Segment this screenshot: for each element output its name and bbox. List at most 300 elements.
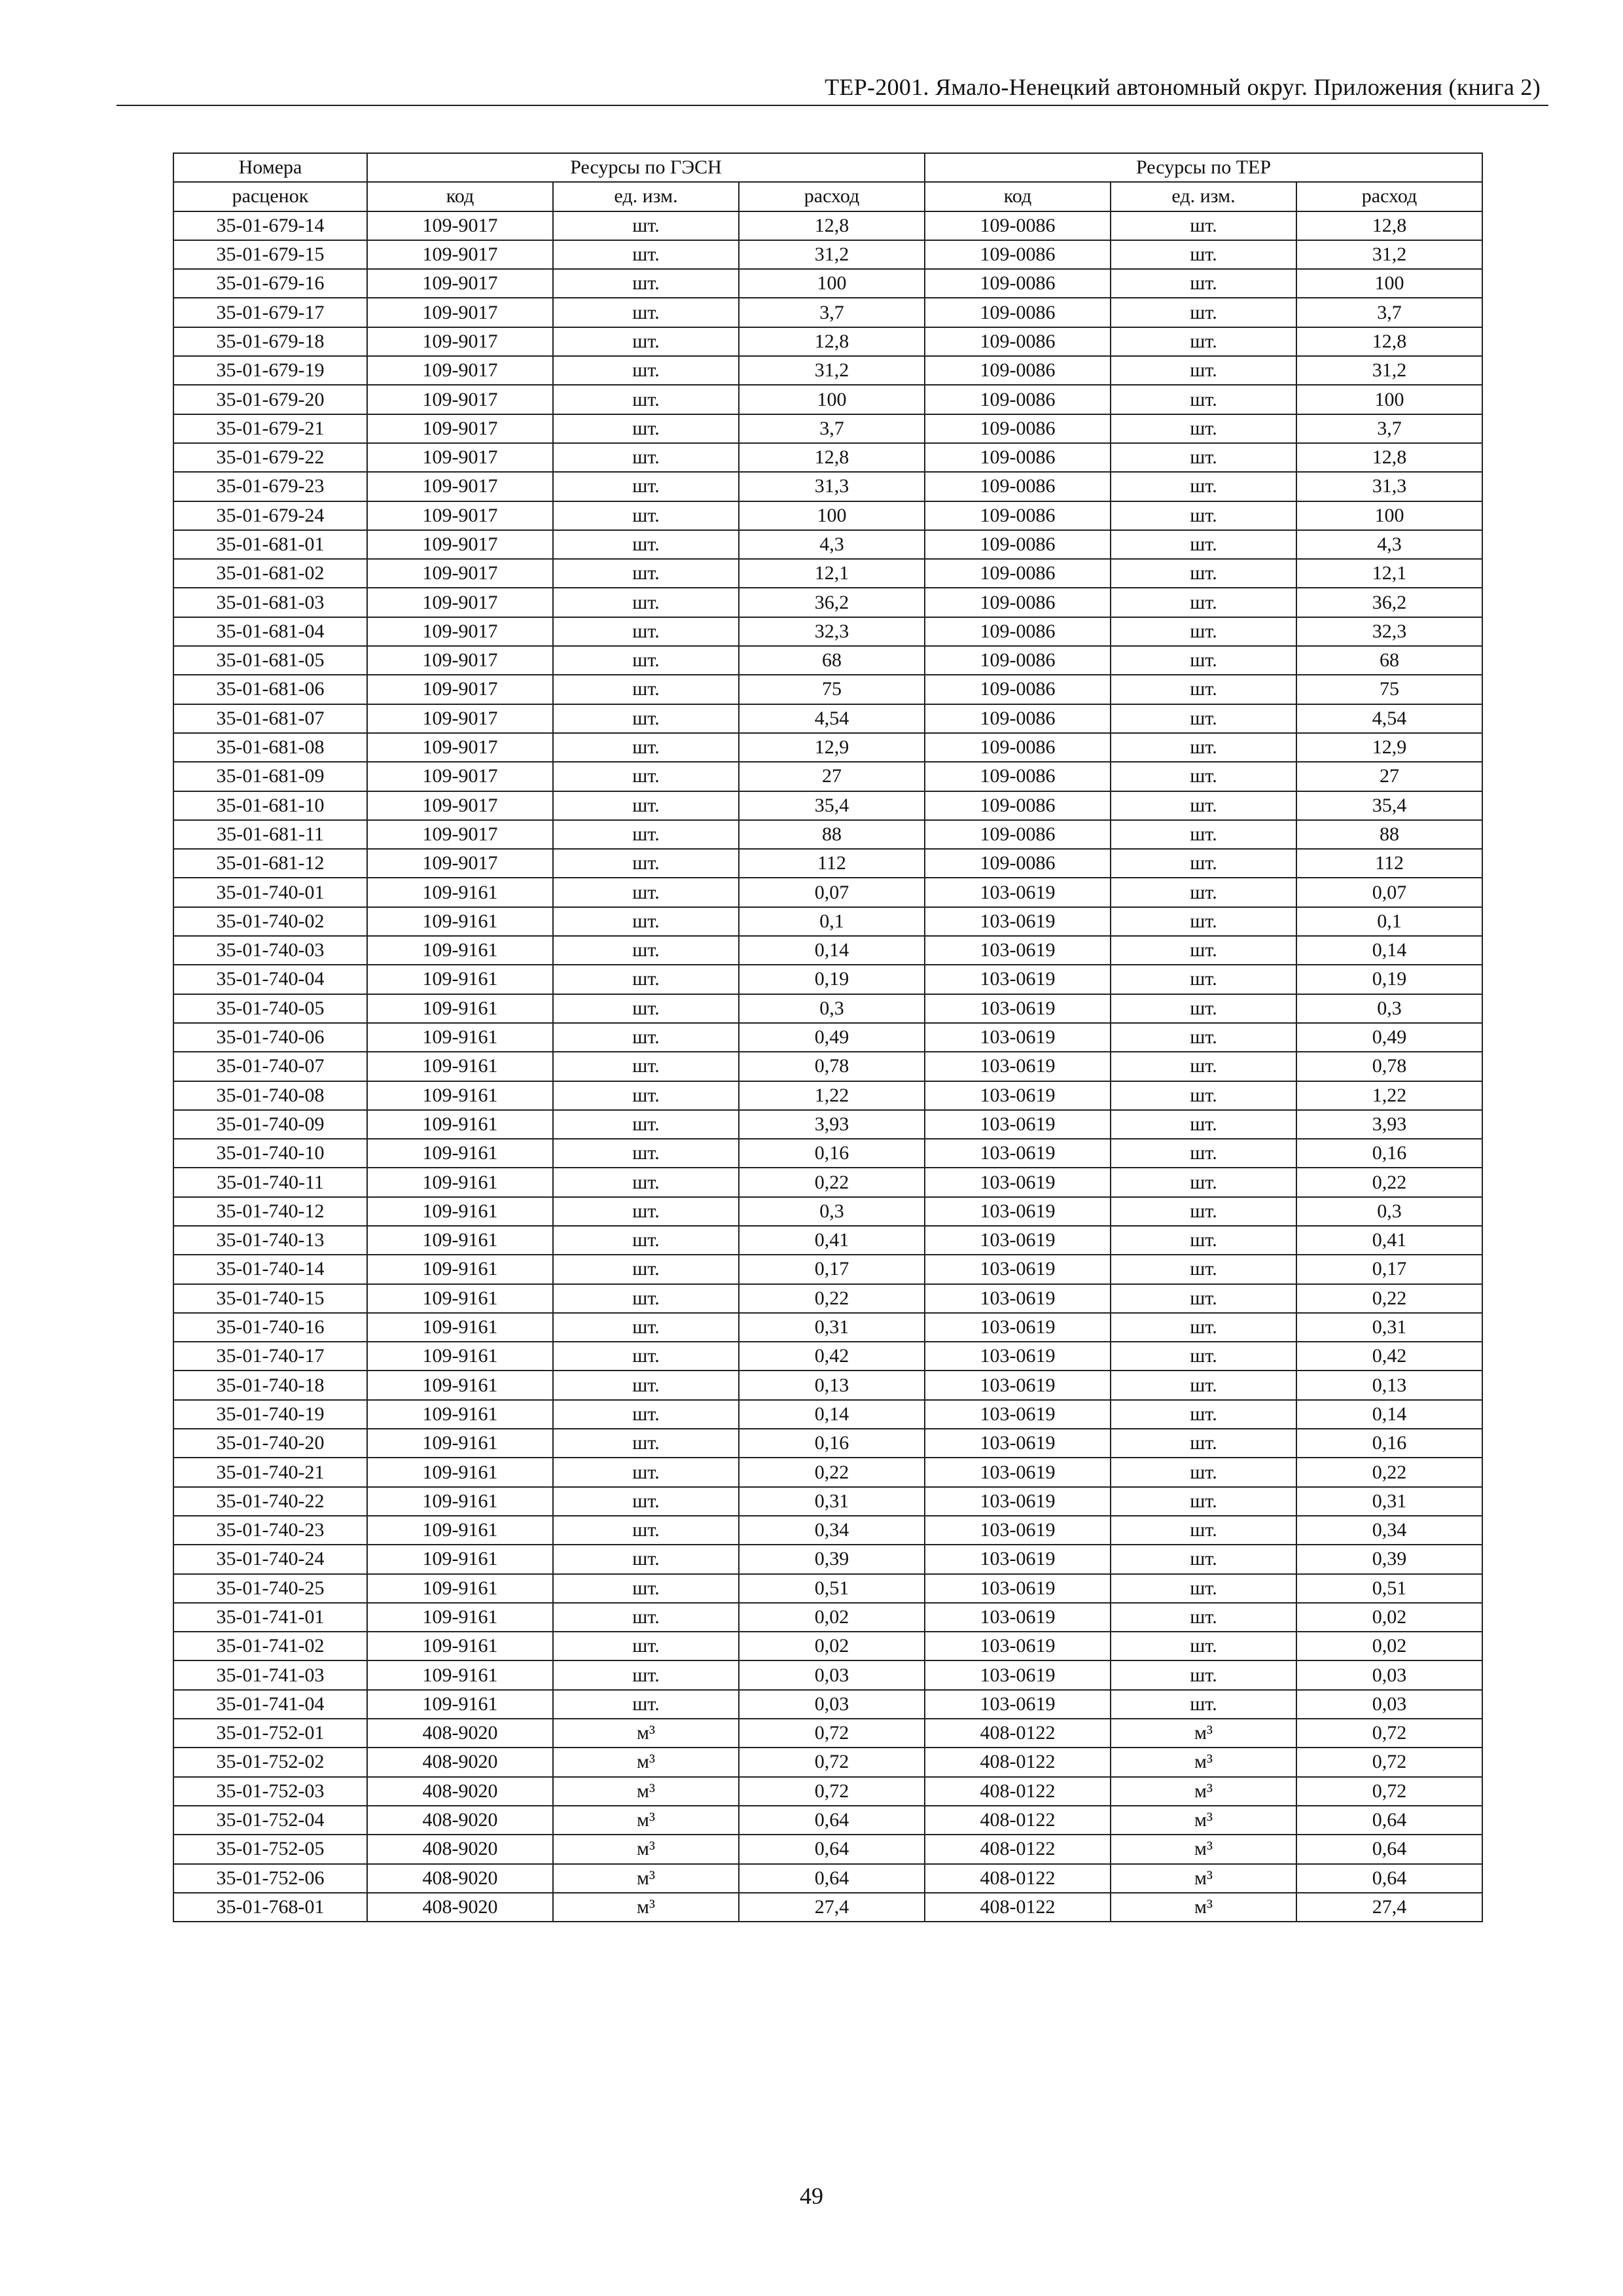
rate-number-cell: 35-01-681-11 <box>173 820 367 849</box>
table-row <box>173 907 1482 936</box>
gesn-code-cell: 109-9161 <box>367 965 553 994</box>
gesn-code-cell: 109-9017 <box>367 849 553 878</box>
ter-unit-cell: шт. <box>1111 327 1296 356</box>
gesn-code-cell: 109-9017 <box>367 791 553 820</box>
table-row <box>173 414 1482 443</box>
rate-number-cell: 35-01-740-07 <box>173 1052 367 1081</box>
rate-number-cell: 35-01-740-04 <box>173 965 367 994</box>
ter-amount-cell: 0,64 <box>1296 1864 1482 1893</box>
ter-unit-cell: шт. <box>1111 791 1296 820</box>
ter-code-cell: 103-0619 <box>925 1284 1111 1313</box>
gesn-code-cell: 109-9161 <box>367 1197 553 1226</box>
ter-amount-cell: 0,13 <box>1296 1371 1482 1399</box>
ter-amount-cell: 100 <box>1296 269 1482 298</box>
header-gesn-code: код <box>367 182 553 211</box>
rate-number-cell: 35-01-681-06 <box>173 675 367 704</box>
gesn-unit-cell: шт. <box>553 1110 739 1139</box>
gesn-code-cell: 109-9017 <box>367 733 553 762</box>
rate-number-cell: 35-01-741-01 <box>173 1603 367 1632</box>
ter-amount-cell: 0,02 <box>1296 1603 1482 1632</box>
ter-code-cell: 103-0619 <box>925 936 1111 965</box>
rate-number-cell: 35-01-740-22 <box>173 1487 367 1516</box>
table-row <box>173 1371 1482 1399</box>
gesn-unit-cell: шт. <box>553 704 739 733</box>
rate-number-cell: 35-01-679-23 <box>173 472 367 501</box>
ter-code-cell: 408-0122 <box>925 1835 1111 1863</box>
ter-code-cell: 109-0086 <box>925 327 1111 356</box>
ter-unit-cell: м³ <box>1111 1864 1296 1893</box>
ter-amount-cell: 0,03 <box>1296 1660 1482 1689</box>
gesn-amount-cell: 0,16 <box>739 1139 925 1168</box>
gesn-unit-cell: шт. <box>553 907 739 936</box>
table-row <box>173 1806 1482 1835</box>
gesn-amount-cell: 0,64 <box>739 1806 925 1835</box>
table-row <box>173 1110 1482 1139</box>
gesn-amount-cell: 0,64 <box>739 1835 925 1863</box>
gesn-code-cell: 109-9017 <box>367 820 553 849</box>
table-row <box>173 1052 1482 1081</box>
gesn-amount-cell: 0,64 <box>739 1864 925 1893</box>
ter-unit-cell: шт. <box>1111 1458 1296 1486</box>
ter-code-cell: 109-0086 <box>925 588 1111 617</box>
ter-code-cell: 103-0619 <box>925 1632 1111 1660</box>
gesn-unit-cell: шт. <box>553 936 739 965</box>
ter-amount-cell: 3,93 <box>1296 1110 1482 1139</box>
rate-number-cell: 35-01-740-03 <box>173 936 367 965</box>
gesn-code-cell: 109-9017 <box>367 762 553 791</box>
gesn-amount-cell: 3,7 <box>739 298 925 327</box>
ter-amount-cell: 100 <box>1296 385 1482 414</box>
ter-amount-cell: 112 <box>1296 849 1482 878</box>
gesn-unit-cell: м³ <box>553 1777 739 1806</box>
rate-number-cell: 35-01-679-19 <box>173 356 367 385</box>
gesn-code-cell: 109-9017 <box>367 588 553 617</box>
rate-number-cell: 35-01-752-04 <box>173 1806 367 1835</box>
gesn-unit-cell: шт. <box>553 1545 739 1573</box>
gesn-code-cell: 109-9161 <box>367 1110 553 1139</box>
ter-amount-cell: 27,4 <box>1296 1893 1482 1922</box>
ter-unit-cell: шт. <box>1111 211 1296 240</box>
ter-amount-cell: 12,1 <box>1296 559 1482 588</box>
ter-code-cell: 408-0122 <box>925 1806 1111 1835</box>
gesn-code-cell: 109-9017 <box>367 327 553 356</box>
ter-unit-cell: шт. <box>1111 733 1296 762</box>
gesn-code-cell: 109-9161 <box>367 1255 553 1283</box>
rate-number-cell: 35-01-679-21 <box>173 414 367 443</box>
table-row <box>173 1168 1482 1196</box>
ter-unit-cell: шт. <box>1111 1197 1296 1226</box>
ter-code-cell: 103-0619 <box>925 1458 1111 1486</box>
ter-code-cell: 408-0122 <box>925 1893 1111 1922</box>
ter-unit-cell: шт. <box>1111 1052 1296 1081</box>
ter-code-cell: 109-0086 <box>925 762 1111 791</box>
gesn-code-cell: 109-9161 <box>367 1284 553 1313</box>
gesn-amount-cell: 0,51 <box>739 1574 925 1603</box>
rate-number-cell: 35-01-741-04 <box>173 1690 367 1719</box>
gesn-amount-cell: 0,02 <box>739 1603 925 1632</box>
gesn-amount-cell: 0,03 <box>739 1690 925 1719</box>
page-number: 49 <box>800 2183 823 2209</box>
ter-unit-cell: шт. <box>1111 849 1296 878</box>
ter-code-cell: 109-0086 <box>925 820 1111 849</box>
ter-code-cell: 109-0086 <box>925 849 1111 878</box>
ter-code-cell: 103-0619 <box>925 1371 1111 1399</box>
gesn-amount-cell: 75 <box>739 675 925 704</box>
table-row <box>173 385 1482 414</box>
rate-number-cell: 35-01-740-01 <box>173 878 367 906</box>
table-row <box>173 1284 1482 1313</box>
ter-code-cell: 109-0086 <box>925 675 1111 704</box>
gesn-code-cell: 109-9161 <box>367 994 553 1023</box>
gesn-code-cell: 109-9161 <box>367 1139 553 1168</box>
gesn-amount-cell: 32,3 <box>739 617 925 646</box>
gesn-code-cell: 109-9017 <box>367 240 553 269</box>
ter-amount-cell: 0,03 <box>1296 1690 1482 1719</box>
ter-code-cell: 103-0619 <box>925 907 1111 936</box>
rate-number-cell: 35-01-741-02 <box>173 1632 367 1660</box>
ter-code-cell: 109-0086 <box>925 733 1111 762</box>
gesn-amount-cell: 27,4 <box>739 1893 925 1922</box>
gesn-code-cell: 109-9017 <box>367 472 553 501</box>
gesn-code-cell: 109-9161 <box>367 1487 553 1516</box>
gesn-unit-cell: м³ <box>553 1748 739 1776</box>
rate-number-cell: 35-01-681-05 <box>173 646 367 675</box>
table-row <box>173 791 1482 820</box>
ter-code-cell: 109-0086 <box>925 443 1111 472</box>
ter-amount-cell: 0,34 <box>1296 1516 1482 1545</box>
ter-amount-cell: 3,7 <box>1296 414 1482 443</box>
gesn-unit-cell: шт. <box>553 1197 739 1226</box>
table-row <box>173 1081 1482 1110</box>
ter-code-cell: 109-0086 <box>925 356 1111 385</box>
ter-unit-cell: шт. <box>1111 1660 1296 1689</box>
ter-amount-cell: 0,31 <box>1296 1313 1482 1342</box>
ter-unit-cell: шт. <box>1111 1371 1296 1399</box>
gesn-amount-cell: 0,42 <box>739 1342 925 1371</box>
ter-code-cell: 103-0619 <box>925 1660 1111 1689</box>
rate-number-cell: 35-01-740-21 <box>173 1458 367 1486</box>
rate-number-cell: 35-01-681-09 <box>173 762 367 791</box>
ter-unit-cell: шт. <box>1111 1632 1296 1660</box>
ter-code-cell: 103-0619 <box>925 1226 1111 1255</box>
rate-number-cell: 35-01-740-15 <box>173 1284 367 1313</box>
ter-amount-cell: 0,42 <box>1296 1342 1482 1371</box>
ter-unit-cell: шт. <box>1111 936 1296 965</box>
gesn-amount-cell: 4,3 <box>739 530 925 559</box>
header-group-gesn: Ресурсы по ГЭСН <box>367 153 925 182</box>
rate-number-cell: 35-01-679-17 <box>173 298 367 327</box>
table-row <box>173 1545 1482 1573</box>
ter-code-cell: 109-0086 <box>925 269 1111 298</box>
ter-amount-cell: 0,41 <box>1296 1226 1482 1255</box>
ter-code-cell: 109-0086 <box>925 385 1111 414</box>
rate-number-cell: 35-01-740-23 <box>173 1516 367 1545</box>
gesn-code-cell: 109-9161 <box>367 878 553 906</box>
gesn-unit-cell: шт. <box>553 1429 739 1458</box>
gesn-amount-cell: 1,22 <box>739 1081 925 1110</box>
ter-amount-cell: 0,22 <box>1296 1168 1482 1196</box>
ter-amount-cell: 0,78 <box>1296 1052 1482 1081</box>
gesn-unit-cell: шт. <box>553 501 739 530</box>
gesn-code-cell: 109-9017 <box>367 385 553 414</box>
rate-number-cell: 35-01-681-02 <box>173 559 367 588</box>
table-row <box>173 472 1482 501</box>
rate-number-cell: 35-01-679-18 <box>173 327 367 356</box>
ter-unit-cell: шт. <box>1111 1168 1296 1196</box>
rate-number-cell: 35-01-752-03 <box>173 1777 367 1806</box>
rate-number-cell: 35-01-740-24 <box>173 1545 367 1573</box>
ter-code-cell: 109-0086 <box>925 704 1111 733</box>
gesn-unit-cell: шт. <box>553 443 739 472</box>
gesn-code-cell: 109-9161 <box>367 1168 553 1196</box>
ter-code-cell: 103-0619 <box>925 1197 1111 1226</box>
gesn-code-cell: 109-9161 <box>367 1632 553 1660</box>
gesn-unit-cell: шт. <box>553 617 739 646</box>
table-row <box>173 1458 1482 1486</box>
gesn-unit-cell: шт. <box>553 1574 739 1603</box>
gesn-unit-cell: шт. <box>553 356 739 385</box>
ter-code-cell: 103-0619 <box>925 1168 1111 1196</box>
ter-unit-cell: шт. <box>1111 1545 1296 1573</box>
ter-unit-cell: шт. <box>1111 1110 1296 1139</box>
ter-unit-cell: шт. <box>1111 820 1296 849</box>
table-row <box>173 994 1482 1023</box>
ter-amount-cell: 0,22 <box>1296 1284 1482 1313</box>
gesn-unit-cell: шт. <box>553 1487 739 1516</box>
table-row <box>173 1139 1482 1168</box>
ter-code-cell: 109-0086 <box>925 414 1111 443</box>
ter-amount-cell: 0,72 <box>1296 1748 1482 1776</box>
gesn-unit-cell: шт. <box>553 1139 739 1168</box>
table-row <box>173 1893 1482 1922</box>
ter-unit-cell: шт. <box>1111 472 1296 501</box>
ter-code-cell: 103-0619 <box>925 1400 1111 1429</box>
gesn-amount-cell: 100 <box>739 501 925 530</box>
gesn-amount-cell: 0,31 <box>739 1487 925 1516</box>
ter-unit-cell: шт. <box>1111 1690 1296 1719</box>
gesn-amount-cell: 27 <box>739 762 925 791</box>
gesn-unit-cell: шт. <box>553 472 739 501</box>
rate-number-cell: 35-01-681-07 <box>173 704 367 733</box>
ter-amount-cell: 0,49 <box>1296 1023 1482 1052</box>
table-row <box>173 1719 1482 1748</box>
table-body <box>173 211 1482 1922</box>
gesn-code-cell: 109-9161 <box>367 936 553 965</box>
gesn-code-cell: 408-9020 <box>367 1893 553 1922</box>
table-row <box>173 501 1482 530</box>
table-row <box>173 878 1482 906</box>
gesn-unit-cell: шт. <box>553 240 739 269</box>
ter-amount-cell: 100 <box>1296 501 1482 530</box>
ter-unit-cell: шт. <box>1111 1603 1296 1632</box>
gesn-unit-cell: шт. <box>553 1371 739 1399</box>
header-ter-unit: ед. изм. <box>1111 182 1296 211</box>
ter-amount-cell: 0,3 <box>1296 1197 1482 1226</box>
ter-amount-cell: 68 <box>1296 646 1482 675</box>
gesn-code-cell: 109-9017 <box>367 414 553 443</box>
gesn-unit-cell: м³ <box>553 1893 739 1922</box>
ter-unit-cell: шт. <box>1111 559 1296 588</box>
ter-code-cell: 103-0619 <box>925 1487 1111 1516</box>
gesn-amount-cell: 31,2 <box>739 240 925 269</box>
rate-number-cell: 35-01-681-04 <box>173 617 367 646</box>
gesn-code-cell: 109-9161 <box>367 1400 553 1429</box>
ter-amount-cell: 4,54 <box>1296 704 1482 733</box>
gesn-unit-cell: шт. <box>553 1313 739 1342</box>
gesn-amount-cell: 12,1 <box>739 559 925 588</box>
ter-code-cell: 103-0619 <box>925 1255 1111 1283</box>
ter-unit-cell: шт. <box>1111 1284 1296 1313</box>
table-row <box>173 1777 1482 1806</box>
ter-code-cell: 408-0122 <box>925 1748 1111 1776</box>
gesn-code-cell: 109-9161 <box>367 1660 553 1689</box>
table-row <box>173 298 1482 327</box>
gesn-unit-cell: шт. <box>553 1660 739 1689</box>
ter-unit-cell: шт. <box>1111 1226 1296 1255</box>
table-row <box>173 1226 1482 1255</box>
table-row <box>173 1023 1482 1052</box>
ter-amount-cell: 0,39 <box>1296 1545 1482 1573</box>
gesn-amount-cell: 0,13 <box>739 1371 925 1399</box>
gesn-amount-cell: 12,8 <box>739 327 925 356</box>
ter-code-cell: 103-0619 <box>925 1023 1111 1052</box>
table-row <box>173 1429 1482 1458</box>
table-header <box>173 153 1482 211</box>
gesn-unit-cell: шт. <box>553 820 739 849</box>
ter-amount-cell: 31,2 <box>1296 356 1482 385</box>
table-row <box>173 211 1482 240</box>
rate-number-cell: 35-01-740-19 <box>173 1400 367 1429</box>
table-row <box>173 443 1482 472</box>
ter-amount-cell: 75 <box>1296 675 1482 704</box>
gesn-unit-cell: шт. <box>553 1255 739 1283</box>
gesn-code-cell: 109-9161 <box>367 1545 553 1573</box>
ter-unit-cell: шт. <box>1111 704 1296 733</box>
gesn-code-cell: 109-9161 <box>367 1371 553 1399</box>
ter-unit-cell: шт. <box>1111 501 1296 530</box>
table-row <box>173 559 1482 588</box>
gesn-amount-cell: 68 <box>739 646 925 675</box>
ter-unit-cell: шт. <box>1111 443 1296 472</box>
gesn-unit-cell: шт. <box>553 965 739 994</box>
header-gesn-unit: ед. изм. <box>553 182 739 211</box>
ter-code-cell: 109-0086 <box>925 472 1111 501</box>
rate-number-cell: 35-01-752-01 <box>173 1719 367 1748</box>
ter-amount-cell: 0,64 <box>1296 1835 1482 1863</box>
resources-table <box>173 152 1483 1922</box>
header-group-ter: Ресурсы по ТЕР <box>925 153 1482 182</box>
gesn-amount-cell: 0,72 <box>739 1777 925 1806</box>
gesn-amount-cell: 0,49 <box>739 1023 925 1052</box>
gesn-code-cell: 109-9161 <box>367 1313 553 1342</box>
header-ter-code: код <box>925 182 1111 211</box>
gesn-code-cell: 109-9017 <box>367 443 553 472</box>
ter-amount-cell: 27 <box>1296 762 1482 791</box>
table-row <box>173 1255 1482 1283</box>
ter-code-cell: 103-0619 <box>925 1081 1111 1110</box>
gesn-unit-cell: м³ <box>553 1719 739 1748</box>
rate-number-cell: 35-01-752-05 <box>173 1835 367 1863</box>
ter-unit-cell: шт. <box>1111 1023 1296 1052</box>
rate-number-cell: 35-01-768-01 <box>173 1893 367 1922</box>
gesn-code-cell: 109-9017 <box>367 269 553 298</box>
rate-number-cell: 35-01-740-16 <box>173 1313 367 1342</box>
ter-amount-cell: 0,72 <box>1296 1719 1482 1748</box>
gesn-unit-cell: шт. <box>553 1023 739 1052</box>
gesn-code-cell: 408-9020 <box>367 1719 553 1748</box>
ter-amount-cell: 35,4 <box>1296 791 1482 820</box>
ter-unit-cell: шт. <box>1111 1574 1296 1603</box>
ter-amount-cell: 32,3 <box>1296 617 1482 646</box>
gesn-unit-cell: шт. <box>553 530 739 559</box>
gesn-unit-cell: шт. <box>553 559 739 588</box>
ter-amount-cell: 0,64 <box>1296 1806 1482 1835</box>
ter-code-cell: 109-0086 <box>925 240 1111 269</box>
ter-amount-cell: 0,31 <box>1296 1487 1482 1516</box>
gesn-amount-cell: 35,4 <box>739 791 925 820</box>
ter-amount-cell: 0,17 <box>1296 1255 1482 1283</box>
ter-unit-cell: шт. <box>1111 588 1296 617</box>
table-row <box>173 1690 1482 1719</box>
gesn-unit-cell: шт. <box>553 269 739 298</box>
ter-code-cell: 103-0619 <box>925 965 1111 994</box>
ter-unit-cell: м³ <box>1111 1719 1296 1748</box>
gesn-amount-cell: 3,93 <box>739 1110 925 1139</box>
table-row <box>173 1342 1482 1371</box>
gesn-code-cell: 109-9017 <box>367 559 553 588</box>
ter-amount-cell: 0,02 <box>1296 1632 1482 1660</box>
rate-number-cell: 35-01-740-11 <box>173 1168 367 1196</box>
gesn-unit-cell: шт. <box>553 849 739 878</box>
ter-amount-cell: 4,3 <box>1296 530 1482 559</box>
gesn-unit-cell: шт. <box>553 733 739 762</box>
gesn-amount-cell: 3,7 <box>739 414 925 443</box>
gesn-amount-cell: 31,3 <box>739 472 925 501</box>
header-ter-amount: расход <box>1296 182 1482 211</box>
ter-code-cell: 103-0619 <box>925 1139 1111 1168</box>
table-row <box>173 1660 1482 1689</box>
gesn-unit-cell: м³ <box>553 1864 739 1893</box>
table-row <box>173 849 1482 878</box>
rate-number-cell: 35-01-681-10 <box>173 791 367 820</box>
rate-number-cell: 35-01-679-15 <box>173 240 367 269</box>
table-row <box>173 646 1482 675</box>
ter-amount-cell: 3,7 <box>1296 298 1482 327</box>
gesn-amount-cell: 0,19 <box>739 965 925 994</box>
ter-code-cell: 109-0086 <box>925 791 1111 820</box>
gesn-code-cell: 109-9161 <box>367 1690 553 1719</box>
rate-number-cell: 35-01-741-03 <box>173 1660 367 1689</box>
gesn-code-cell: 109-9161 <box>367 1052 553 1081</box>
rate-number-cell: 35-01-740-13 <box>173 1226 367 1255</box>
rate-number-cell: 35-01-679-22 <box>173 443 367 472</box>
rate-number-cell: 35-01-681-03 <box>173 588 367 617</box>
gesn-amount-cell: 100 <box>739 269 925 298</box>
gesn-unit-cell: шт. <box>553 1081 739 1110</box>
ter-unit-cell: шт. <box>1111 530 1296 559</box>
rate-number-cell: 35-01-740-10 <box>173 1139 367 1168</box>
rate-number-cell: 35-01-740-12 <box>173 1197 367 1226</box>
table-row <box>173 704 1482 733</box>
ter-unit-cell: м³ <box>1111 1835 1296 1863</box>
rate-number-cell: 35-01-740-17 <box>173 1342 367 1371</box>
gesn-amount-cell: 0,72 <box>739 1748 925 1776</box>
gesn-unit-cell: шт. <box>553 675 739 704</box>
gesn-code-cell: 109-9017 <box>367 211 553 240</box>
ter-code-cell: 109-0086 <box>925 559 1111 588</box>
gesn-unit-cell: шт. <box>553 385 739 414</box>
ter-amount-cell: 0,16 <box>1296 1139 1482 1168</box>
